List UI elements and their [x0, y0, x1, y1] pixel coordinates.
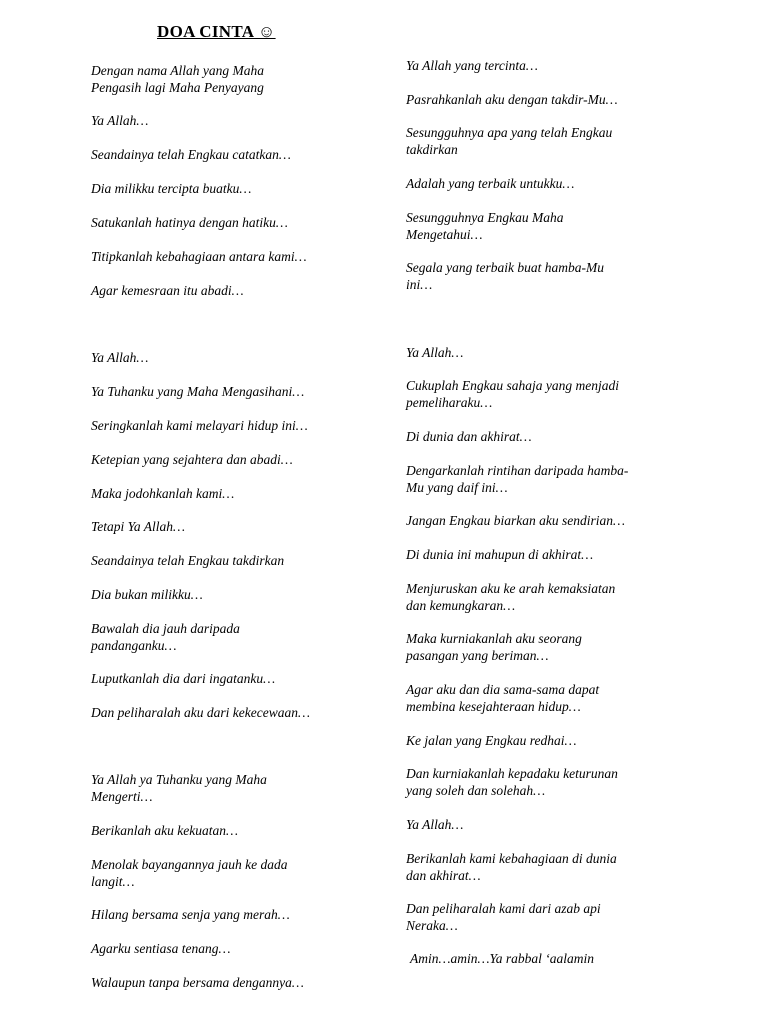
- poem-line: langit…: [91, 874, 135, 889]
- poem-line: Dan kurniakanlah kepadaku keturunan: [406, 766, 618, 781]
- poem-line: Ya Allah…: [406, 817, 464, 832]
- poem-line: takdirkan: [406, 142, 458, 157]
- poem-line: Segala yang terbaik buat hamba-Mu: [406, 260, 604, 275]
- poem-line: Mengerti…: [91, 789, 153, 804]
- poem-line: Seandainya telah Engkau takdirkan: [91, 553, 285, 568]
- poem-line: Ketepian yang sejahtera dan abadi…: [91, 452, 293, 467]
- poem-line: Ya Tuhanku yang Maha Mengasihani…: [91, 384, 305, 399]
- poem-line: Dan peliharalah kami dari azab api: [406, 901, 601, 916]
- left-poem-column: [91, 0, 381, 1024]
- poem-line: Cukuplah Engkau sahaja yang menjadi: [406, 378, 619, 393]
- poem-line: Dengan nama Allah yang Maha: [91, 63, 264, 78]
- poem-line: Luputkanlah dia dari ingatanku…: [91, 671, 276, 686]
- poem-line: dan akhirat…: [406, 868, 481, 883]
- poem-line: Maka kurniakanlah aku seorang: [406, 631, 582, 646]
- poem-line: Berikanlah aku kekuatan…: [91, 823, 238, 838]
- poem-line: pasangan yang beriman…: [406, 648, 549, 663]
- poem-line: Berikanlah kami kebahagiaan di dunia: [406, 851, 617, 866]
- poem-line: Agar kemesraan itu abadi…: [91, 283, 244, 298]
- poem-line: Neraka…: [406, 918, 458, 933]
- poem-line: Tetapi Ya Allah…: [91, 519, 186, 534]
- poem-line: Ya Allah…: [91, 350, 149, 365]
- poem-line: Dan peliharalah aku dari kekecewaan…: [91, 705, 310, 720]
- poem-line: membina kesejahteraan hidup…: [406, 699, 581, 714]
- right-poem-column: [406, 0, 706, 1024]
- poem-line: Pengasih lagi Maha Penyayang: [91, 80, 264, 95]
- poem-line: Walaupun tanpa bersama dengannya…: [91, 975, 304, 990]
- poem-line: Agarku sentiasa tenang…: [91, 941, 231, 956]
- poem-line: Menolak bayangannya jauh ke dada: [91, 857, 288, 872]
- poem-line: Hilang bersama senja yang merah…: [91, 907, 290, 922]
- poem-line: Mu yang daif ini…: [406, 480, 508, 495]
- poem-line: Pasrahkanlah aku dengan takdir-Mu…: [406, 92, 618, 107]
- poem-line: Ya Allah yang tercinta…: [406, 58, 538, 73]
- poem-line: Satukanlah hatinya dengan hatiku…: [91, 215, 288, 230]
- poem-line: Sesungguhnya apa yang telah Engkau: [406, 125, 613, 140]
- poem-line: Di dunia dan akhirat…: [406, 429, 532, 444]
- poem-line: Agar aku dan dia sama-sama dapat: [406, 682, 600, 697]
- poem-line: pandanganku…: [91, 638, 177, 653]
- poem-line: Bawalah dia jauh daripada: [91, 621, 240, 636]
- poem-line: Dia milikku tercipta buatku…: [91, 181, 252, 196]
- poem-line: Menjuruskan aku ke arah kemaksiatan: [406, 581, 616, 596]
- poem-line: pemeliharaku…: [406, 395, 493, 410]
- poem-line: Maka jodohkanlah kami…: [91, 486, 235, 501]
- poem-line: Dengarkanlah rintihan daripada hamba-: [406, 463, 629, 478]
- poem-line: Seandainya telah Engkau catatkan…: [91, 147, 291, 162]
- poem-line: Seringkanlah kami melayari hidup ini…: [91, 418, 308, 433]
- poem-line: Amin…amin…Ya rabbal ‘aalamin: [410, 951, 595, 966]
- poem-line: Di dunia ini mahupun di akhirat…: [406, 547, 594, 562]
- poem-line: Ke jalan yang Engkau redhai…: [406, 733, 577, 748]
- poem-line: Ya Allah ya Tuhanku yang Maha: [91, 772, 267, 787]
- poem-line: Jangan Engkau biarkan aku sendirian…: [406, 513, 625, 528]
- page-title: DOA CINTA ☺: [157, 22, 276, 41]
- poem-line: Titipkanlah kebahagiaan antara kami…: [91, 249, 307, 264]
- poem-line: Ya Allah…: [406, 345, 464, 360]
- poem-line: Ya Allah…: [91, 113, 149, 128]
- poem-line: yang soleh dan solehah…: [406, 783, 546, 798]
- poem-line: Dia bukan milikku…: [91, 587, 203, 602]
- poem-line: Adalah yang terbaik untukku…: [406, 176, 575, 191]
- poem-line: Mengetahui…: [406, 227, 483, 242]
- poem-line: ini…: [406, 277, 433, 292]
- poem-line: dan kemungkaran…: [406, 598, 516, 613]
- poem-line: Sesungguhnya Engkau Maha: [406, 210, 564, 225]
